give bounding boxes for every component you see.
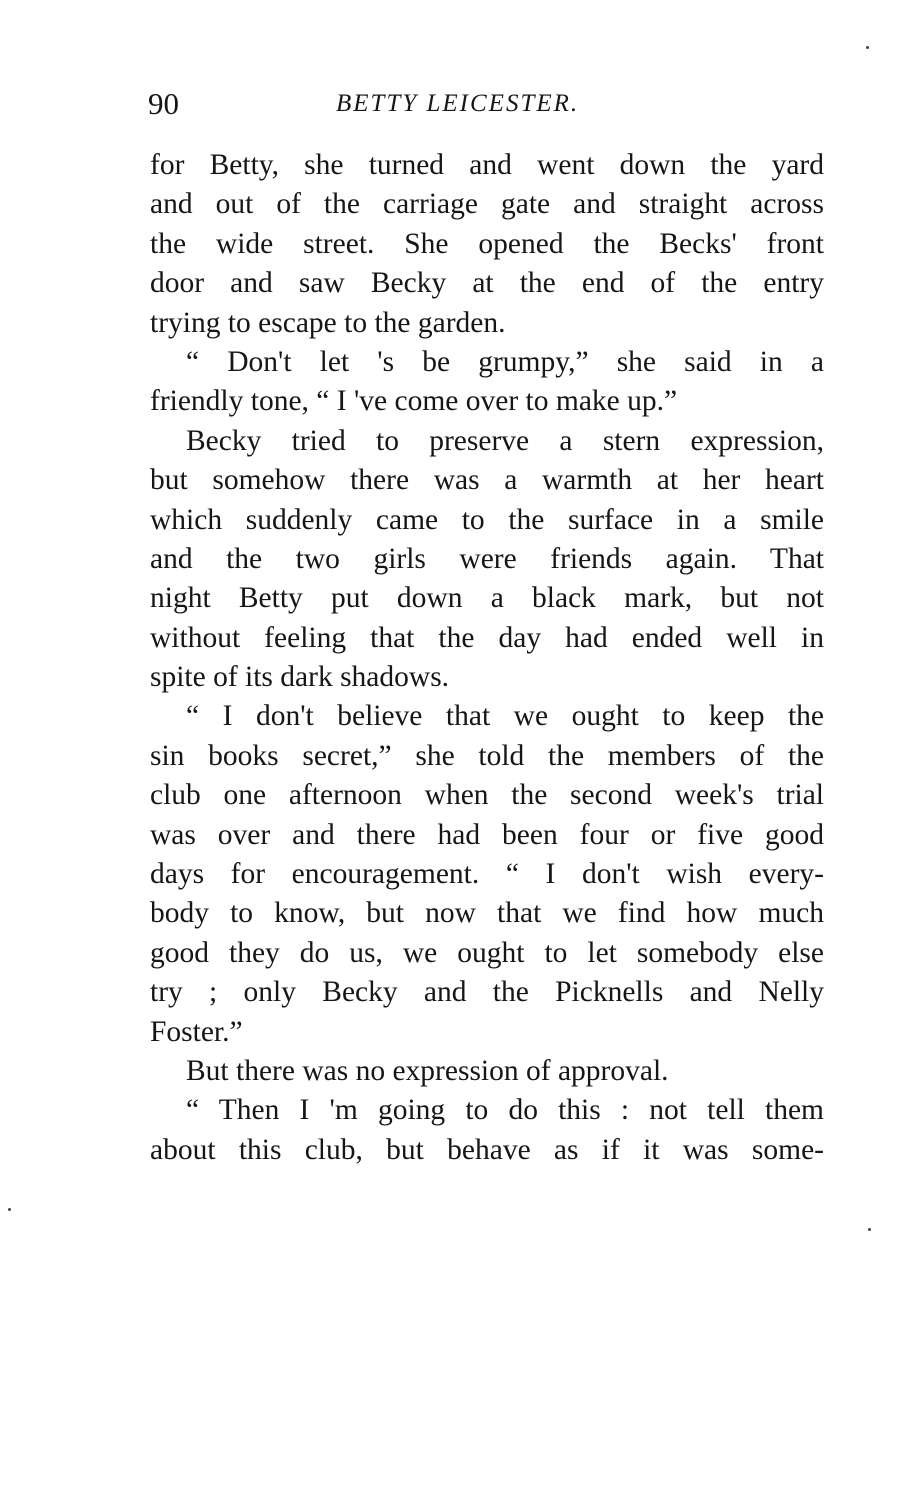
text-line: but somehow there was a warmth at her heart [150, 464, 824, 497]
text-line: without feeling that the day had ended well in [150, 621, 824, 654]
page-number: 90 [148, 86, 179, 121]
paragraph-start-line: “ I don't believe that we ought to keep the [186, 700, 824, 733]
text-line: sin books secret,” she told the members of the [150, 739, 824, 772]
text-line: which suddenly came to the surface in a smile [150, 503, 824, 536]
paragraph-start-line: Becky tried to preserve a stern expression, [186, 424, 824, 457]
text-line: good they do us, we ought to let somebody else [150, 936, 824, 969]
text-line: door and saw Becky at the end of the entry [150, 267, 824, 300]
text-line: club one afternoon when the second week's trial [150, 779, 824, 812]
body-text [150, 146, 824, 1170]
text-line: for Betty, she turned and went down the yard [150, 149, 824, 181]
text-line: and out of the carriage gate and straight across [150, 188, 824, 221]
text-line: about this club, but behave as if it was some- [150, 1133, 824, 1166]
text-line: trying to escape to the garden. [150, 306, 506, 339]
text-line: spite of its dark shadows. [150, 661, 450, 694]
text-line: days for encouragement. “ I don't wish every- [150, 858, 824, 891]
paper-speck [8, 1208, 11, 1211]
paragraph-start-line: “ Then I 'm going to do this : not tell them [186, 1094, 824, 1127]
running-title: BETTY LEICESTER. [336, 90, 580, 117]
running-head [148, 84, 828, 124]
paragraph-start-line: “ Don't let 's be grumpy,” she said in a [186, 345, 824, 378]
text-line: night Betty put down a black mark, but not [150, 582, 824, 615]
text-line: the wide street. She opened the Becks' front [150, 227, 824, 260]
text-line: body to know, but now that we find how much [150, 897, 824, 930]
paper-speck [866, 46, 869, 49]
text-line: try ; only Becky and the Picknells and Nelly [150, 976, 824, 1009]
text-line: was over and there had been four or five good [150, 818, 824, 851]
paragraph-start-line: But there was no expression of approval. [186, 1054, 669, 1087]
text-line: friendly tone, “ I 've come over to make up.” [150, 385, 678, 418]
text-line: and the two girls were friends again. That [150, 542, 824, 575]
paper-speck [868, 1228, 871, 1231]
text-line: Foster.” [150, 1015, 243, 1048]
